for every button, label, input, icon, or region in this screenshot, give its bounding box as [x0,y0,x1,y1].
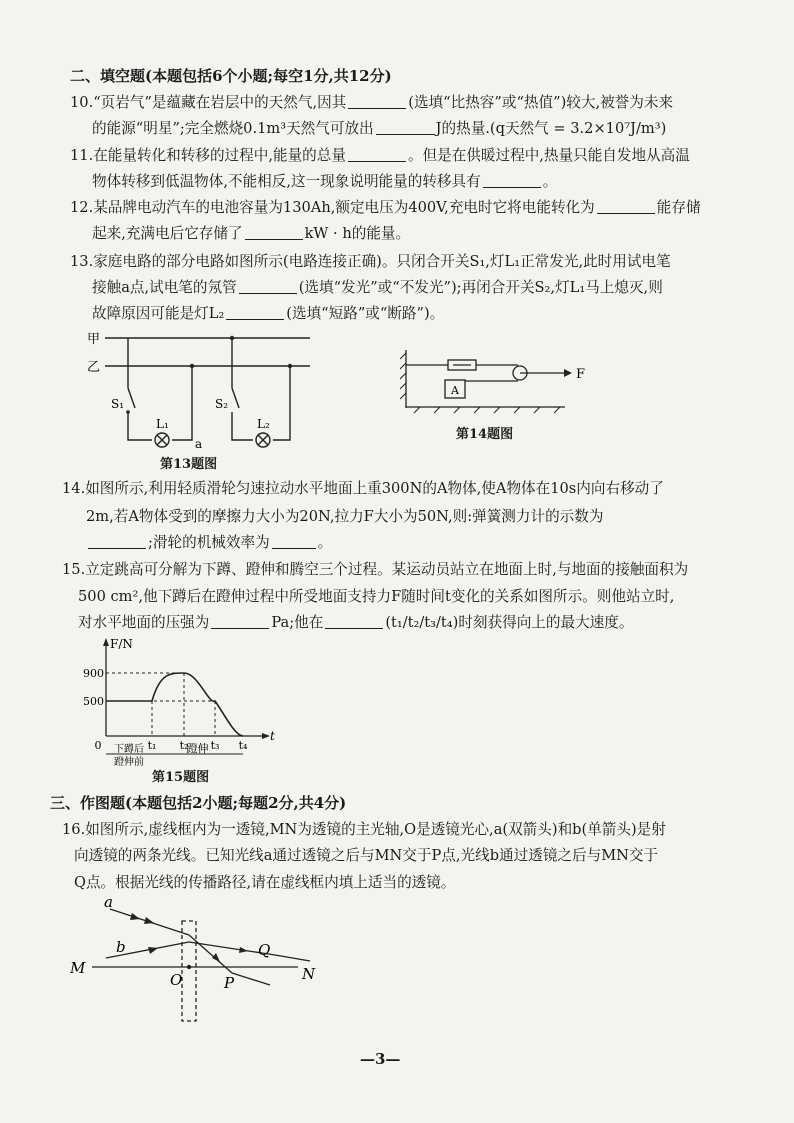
figure-14-pulley [400,345,600,415]
q10-text-4: J的热量.(q天然气 = 3.2×10⁷J/m³) [435,120,667,137]
label-l2: L₂ [257,417,270,431]
answer-blank[interactable] [597,199,655,214]
force-curve [106,673,243,736]
question-14-line-1: 14.如图所示,利用轻质滑轮匀速拉动水平地面上重300N的A物体,使A物体在10s内向右移动了 [62,480,664,497]
ray-b-extension [275,955,310,961]
question-12-line-2 [92,224,410,244]
junction-dot [230,336,234,340]
question-16-line-3: Q点。根据光线的传播路径,请在虚线框内填上适当的透镜。 [74,874,456,891]
question-13-line-1: 13.家庭电路的部分电路如图所示(电路连接正确)。只闭合开关S₁,灯L₁正常发光,此时用试电笔 [70,253,671,270]
section-3-header: 三、作图题(本题包括2小题;每题2分,共4分) [50,794,347,812]
x-tick-label: 0 [94,739,102,752]
q15-text-1: 对水平地面的压强为 [78,614,210,631]
branch-1-left [128,412,152,440]
question-15-line-1: 15.立定跳高可分解为下蹲、蹬伸和腾空三个过程。某运动员站立在地面上时,与地面的接触面积为 [62,561,689,578]
q13-text-2: (选填“发光”或“不发光”);再闭合开关S₂,灯L₁马上熄灭,则 [298,279,663,296]
question-12-line-1 [70,198,701,218]
q12-text-1: 12.某品牌电动汽车的电池容量为130Ah,额定电压为400V,充电时它将电能转化为 [70,199,595,216]
annotation-push: 蹬伸 [186,742,209,755]
label-p: P [224,974,235,992]
x-tick-label: t₁ [147,739,157,752]
q14-text-2: 。 [317,534,333,551]
branch-2-left [232,412,253,440]
x-axis-label: t [270,729,275,743]
question-15-line-2: 500 cm²,他下蹲后在蹬伸过程中所受地面支持力F随时间t变化的关系如图所示。则他站立时, [78,588,675,605]
x-axis-arrow-icon [262,733,270,739]
figure-13-caption: 第13题图 [160,457,218,472]
answer-blank[interactable] [376,120,434,135]
answer-blank[interactable] [325,614,383,629]
arrow-icon [239,947,248,953]
answer-blank[interactable] [88,534,146,549]
figure-15-caption: 第15题图 [152,770,210,785]
q11-text-2: 。但是在供暖过程中,热量只能自发地从高温 [407,147,690,164]
q12-text-3: 起来,充满电后它存储了 [92,225,243,242]
y-tick-label: 500 [83,695,104,708]
y-tick-label: 900 [83,667,104,680]
ray-a-extension [232,973,270,985]
question-16-line-1: 16.如图所示,虚线框内为一透镜,MN为透镜的主光轴,O是透镜光心,a(双箭头)和b(单箭头)是射 [62,821,666,838]
switch-s2 [232,388,239,408]
question-10-line-1 [70,93,673,113]
question-13-line-2 [92,278,663,298]
figure-15-chart [80,636,280,766]
question-10-line-2 [92,119,666,139]
single-arrow-icon [148,947,158,954]
q14-text-1: ;滑轮的机械效率为 [148,534,270,551]
lens-dashed-box[interactable] [182,921,196,1021]
junction-dot [288,364,292,368]
y-axis-arrow-icon [103,638,109,646]
q11-text-4: 。 [542,173,558,190]
label-o: O [170,971,183,989]
label-jia: 甲 [87,332,101,347]
answer-blank[interactable] [239,279,297,294]
double-arrow-icon [130,913,140,920]
label-q: Q [258,941,271,959]
q15-text-3: (t₁/t₂/t₃/t₄)时刻获得向上的最大速度。 [385,614,634,631]
question-15-line-3 [78,613,633,633]
q13-text-1: 接触a点,试电笔的氖管 [92,279,237,296]
x-tick-label: t₃ [210,739,220,752]
y-axis-label: F/N [110,637,133,651]
label-m: M [70,959,86,977]
q13-text-3: 故障原因可能是灯L₂ [92,305,225,322]
question-11-line-1 [70,146,690,166]
q13-text-4: (选填“短路”或“断路”)。 [286,305,445,322]
label-force-f: F [576,367,586,382]
answer-blank[interactable] [348,147,406,162]
section-2-header: 二、填空题(本题包括6个小题;每空1分,共12分) [70,67,392,85]
label-s1: S₁ [111,397,125,411]
question-14-line-2: 2m,若A物体受到的摩擦力大小为20N,拉力F大小为50N,则:弹簧测力计的示数为 [86,508,604,525]
q10-text-1: 10.“页岩气”是蕴藏在岩层中的天然气,因其 [70,94,347,111]
question-11-line-2 [92,172,557,192]
branch-1-right [172,366,192,440]
label-l1: L₁ [156,417,169,431]
page-number: —3— [360,1050,401,1068]
annotation-squat-2: 蹬伸前 [114,757,144,766]
q10-text-2: (选填“比热容”或“热值”)较大,被誉为未来 [408,94,674,111]
label-s2: S₂ [215,397,229,411]
double-arrow-icon [144,917,154,924]
figure-13-circuit [85,328,315,453]
label-ray-b: b [116,938,126,956]
x-tick-label: t₄ [238,739,248,752]
arrow-icon [564,369,572,377]
label-block-a: A [451,384,459,397]
answer-blank[interactable] [348,94,406,109]
figure-14-caption: 第14题图 [456,427,514,442]
q12-text-4: kW · h的能量。 [304,225,411,242]
junction-dot [190,364,194,368]
answer-blank[interactable] [245,225,303,240]
figure-16-lens [70,895,330,1030]
question-13-line-3 [92,304,444,324]
arrow-icon [212,953,220,962]
q11-text-1: 11.在能量转化和转移的过程中,能量的总量 [70,147,346,164]
label-yi: 乙 [87,360,101,375]
label-point-a: a [195,437,203,451]
x-tick-label: t₂ [179,739,189,752]
label-n: N [302,965,316,983]
question-16-line-2: 向透镜的两条光线。已知光线a通过透镜之后与MN交于P点,光线b通过透镜之后与MN交于 [74,847,659,864]
label-ray-a: a [104,895,113,911]
annotation-squat-1: 下蹲后 [114,744,144,755]
q11-text-3: 物体转移到低温物体,不能相反,这一现象说明能量的转移具有 [92,173,481,190]
q15-text-2: Pa;他在 [271,614,324,631]
answer-blank[interactable] [483,173,541,188]
branch-2-right [273,366,290,440]
switch-s1 [128,388,135,408]
answer-blank[interactable] [211,614,269,629]
answer-blank[interactable] [272,534,316,549]
optical-center-dot [187,965,191,969]
answer-blank[interactable] [226,305,284,320]
q12-text-2: 能存储 [656,199,701,216]
question-14-line-3 [86,533,332,553]
q10-text-3: 的能源“明星”;完全燃烧0.1m³天然气可放出 [92,120,374,137]
